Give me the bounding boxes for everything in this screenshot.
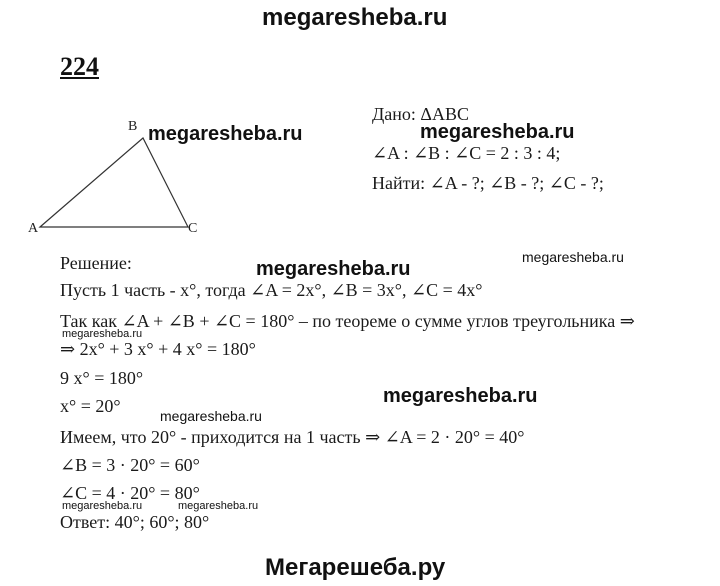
solution-line-4: 9 x° = 180° [60, 368, 144, 388]
right-bold-watermark: megaresheba.ru [383, 385, 538, 407]
bottom-mid-watermark: megaresheba.ru [178, 500, 259, 512]
figure-watermark: megaresheba.ru [148, 123, 303, 145]
vertex-label-c: C [188, 221, 198, 236]
right-small-watermark: megaresheba.ru [522, 249, 624, 265]
given-watermark: megaresheba.ru [420, 121, 575, 143]
given-line-1: Дано: ΔABC [372, 104, 469, 124]
footer-watermark: Мегарешеба.ру [265, 554, 446, 581]
answer-line: Ответ: 40°; 60°; 80° [60, 512, 210, 532]
solution-line-1: Пусть 1 часть - x°, тогда ∠A = 2x°, ∠B = 3x°, ∠C = 4x° [60, 280, 483, 300]
given-line-3: Найти: ∠A - ?; ∠B - ?; ∠C - ?; [372, 173, 604, 193]
given-line-2: ∠A : ∠B : ∠C = 2 : 3 : 4; [372, 143, 561, 163]
solution-line-2: Так как ∠A + ∠B + ∠C = 180° – по теореме о сумме углов треугольника ⇒ [60, 311, 635, 331]
vertex-label-a: A [28, 221, 39, 236]
center-small-watermark: megaresheba.ru [160, 408, 262, 424]
left-small-watermark: megaresheba.ru [62, 328, 143, 340]
solution-line-8: ∠C = 4 · 20° = 80° [60, 483, 200, 503]
problem-number: 224 [60, 52, 99, 81]
bottom-left-watermark: megaresheba.ru [62, 500, 143, 512]
solution-heading: Решение: [60, 253, 132, 273]
solution-line-7: ∠B = 3 · 20° = 60° [60, 455, 200, 475]
solution-watermark: megaresheba.ru [256, 258, 411, 280]
triangle-abc [40, 138, 188, 227]
solution-line-5: x° = 20° [60, 396, 121, 416]
solution-line-3: ⇒ 2x° + 3 x° + 4 x° = 180° [60, 339, 256, 359]
header-watermark: megaresheba.ru [262, 4, 448, 31]
vertex-label-b: B [128, 119, 138, 134]
solution-line-6: Имеем, что 20° - приходится на 1 часть ⇒ ∠A = 2 · 20° = 40° [60, 427, 525, 447]
